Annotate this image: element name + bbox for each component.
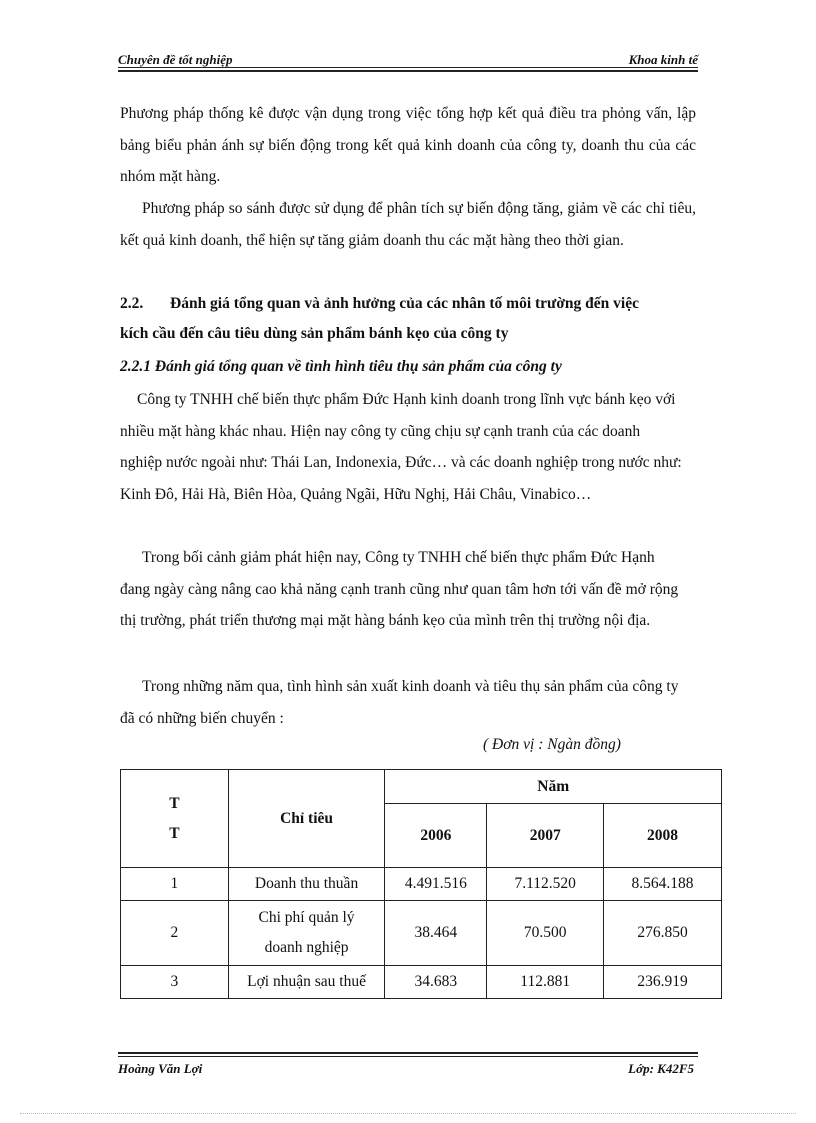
cell-value-2008: 236.919: [604, 966, 722, 999]
cell-indicator: Lợi nhuận sau thuế: [228, 966, 385, 999]
cell-value-2006: 34.683: [385, 966, 487, 999]
cell-indicator-line1: Chi phí quản lý: [258, 909, 355, 926]
cell-indicator: Doanh thu thuần: [228, 868, 385, 901]
header-document-type: Chuyên đề tốt nghiệp: [118, 52, 233, 67]
header-year-2006: 2006: [385, 804, 487, 868]
footer-rule-thick: [118, 1052, 698, 1054]
page-break-line: [20, 1113, 796, 1114]
header-tt-line1: T: [169, 794, 180, 812]
paragraph-business-changes-text: Trong những năm qua, tình hình sản xuất kinh doanh và tiêu thụ sản phẩm của công ty đã có những biến chuyển :: [120, 678, 679, 727]
table-row: [121, 868, 722, 901]
header-tt-line2: T: [169, 824, 180, 842]
header-nam: Năm: [385, 770, 722, 804]
cell-tt: 3: [121, 966, 229, 999]
footer-class: Lớp: K42F5: [628, 1061, 694, 1076]
cell-value-2006: 4.491.516: [385, 868, 487, 901]
cell-indicator-line2: doanh nghiệp: [264, 939, 349, 956]
paragraph-business-changes: [120, 671, 686, 734]
cell-value-2006: 38.464: [385, 901, 487, 966]
paragraph-deflation-context: [120, 542, 686, 637]
paragraph-company-overview: [120, 384, 686, 510]
table-row: [121, 901, 722, 966]
cell-value-2008: 8.564.188: [604, 868, 722, 901]
cell-value-2007: 70.500: [487, 901, 604, 966]
paragraph-comparison-method: [120, 193, 696, 256]
page-header: [118, 50, 698, 68]
header-tt: [121, 770, 229, 868]
header-rule: [118, 67, 698, 68]
cell-value-2007: 7.112.520: [487, 868, 604, 901]
table-row: [121, 966, 722, 999]
paragraph-company-overview-text: Công ty TNHH chế biến thực phẩm Đức Hạnh kinh doanh trong lĩnh vực bánh kẹo với nhiều mặt hàng khác nhau. Hiện nay công ty cũng chịu sự cạnh tranh của các doanh nghiệp nước ngoài như: Thái Lan, Indonexia, Đức… và các doanh nghiệp trong nước như: Kinh Đô, Hải Hà, Biên Hòa, Quảng Ngãi, Hữu Nghị, Hải Châu, Vinabico…: [120, 391, 682, 503]
section-number: 2.2.: [120, 295, 144, 312]
unit-note: ( Đơn vị : Ngàn đồng): [483, 736, 621, 753]
cell-value-2007: 112.881: [487, 966, 604, 999]
cell-tt: 1: [121, 868, 229, 901]
section-title-line1: Đánh giá tổng quan và ảnh hưởng của các nhân tố môi trường đến việc: [170, 295, 639, 312]
cell-tt: 2: [121, 901, 229, 966]
footer-rule: [118, 1056, 698, 1057]
cell-value-2008: 276.850: [604, 901, 722, 966]
cell-indicator: [228, 901, 385, 966]
section-title-line2: kích cầu đến câu tiêu dùng sản phẩm bánh kẹo của công ty: [120, 325, 509, 342]
business-results-table: [120, 769, 722, 999]
header-chi-tieu: Chỉ tiêu: [228, 770, 385, 868]
header-rule-thick: [118, 70, 698, 72]
footer-author: Hoàng Văn Lợi: [118, 1061, 203, 1076]
paragraph-comparison-text: Phương pháp so sánh được sử dụng để phân tích sự biến động tăng, giảm về các chỉ tiêu, kết quả kinh doanh, thể hiện sự tăng giảm doanh thu các mặt hàng theo thời gian.: [120, 200, 696, 249]
subsection-heading-2-2-1: 2.2.1 Đánh giá tổng quan về tình hình tiêu thụ sản phẩm của công ty: [120, 358, 562, 375]
header-faculty: Khoa kinh tế: [628, 52, 698, 67]
header-year-2007: 2007: [487, 804, 604, 868]
page-footer: [118, 1052, 698, 1074]
paragraph-deflation-text: Trong bối cảnh giảm phát hiện nay, Công ty TNHH chế biến thực phẩm Đức Hạnh đang ngày càng nâng cao khả năng cạnh tranh cũng như quan tâm hơn tới vấn đề mở rộng thị trường, phát triển thương mại mặt hàng bánh kẹo của mình trên thị trường nội địa.: [120, 549, 679, 629]
section-heading-2-2: [120, 289, 700, 349]
paragraph-statistics-method: Phương pháp thống kê được vận dụng trong việc tổng hợp kết quả điều tra phỏng vấn, lập bảng biểu phản ánh sự biến động trong kết quả kinh doanh của công ty, doanh thu của các nhóm mặt hàng.: [120, 105, 696, 185]
header-year-2008: 2008: [604, 804, 722, 868]
